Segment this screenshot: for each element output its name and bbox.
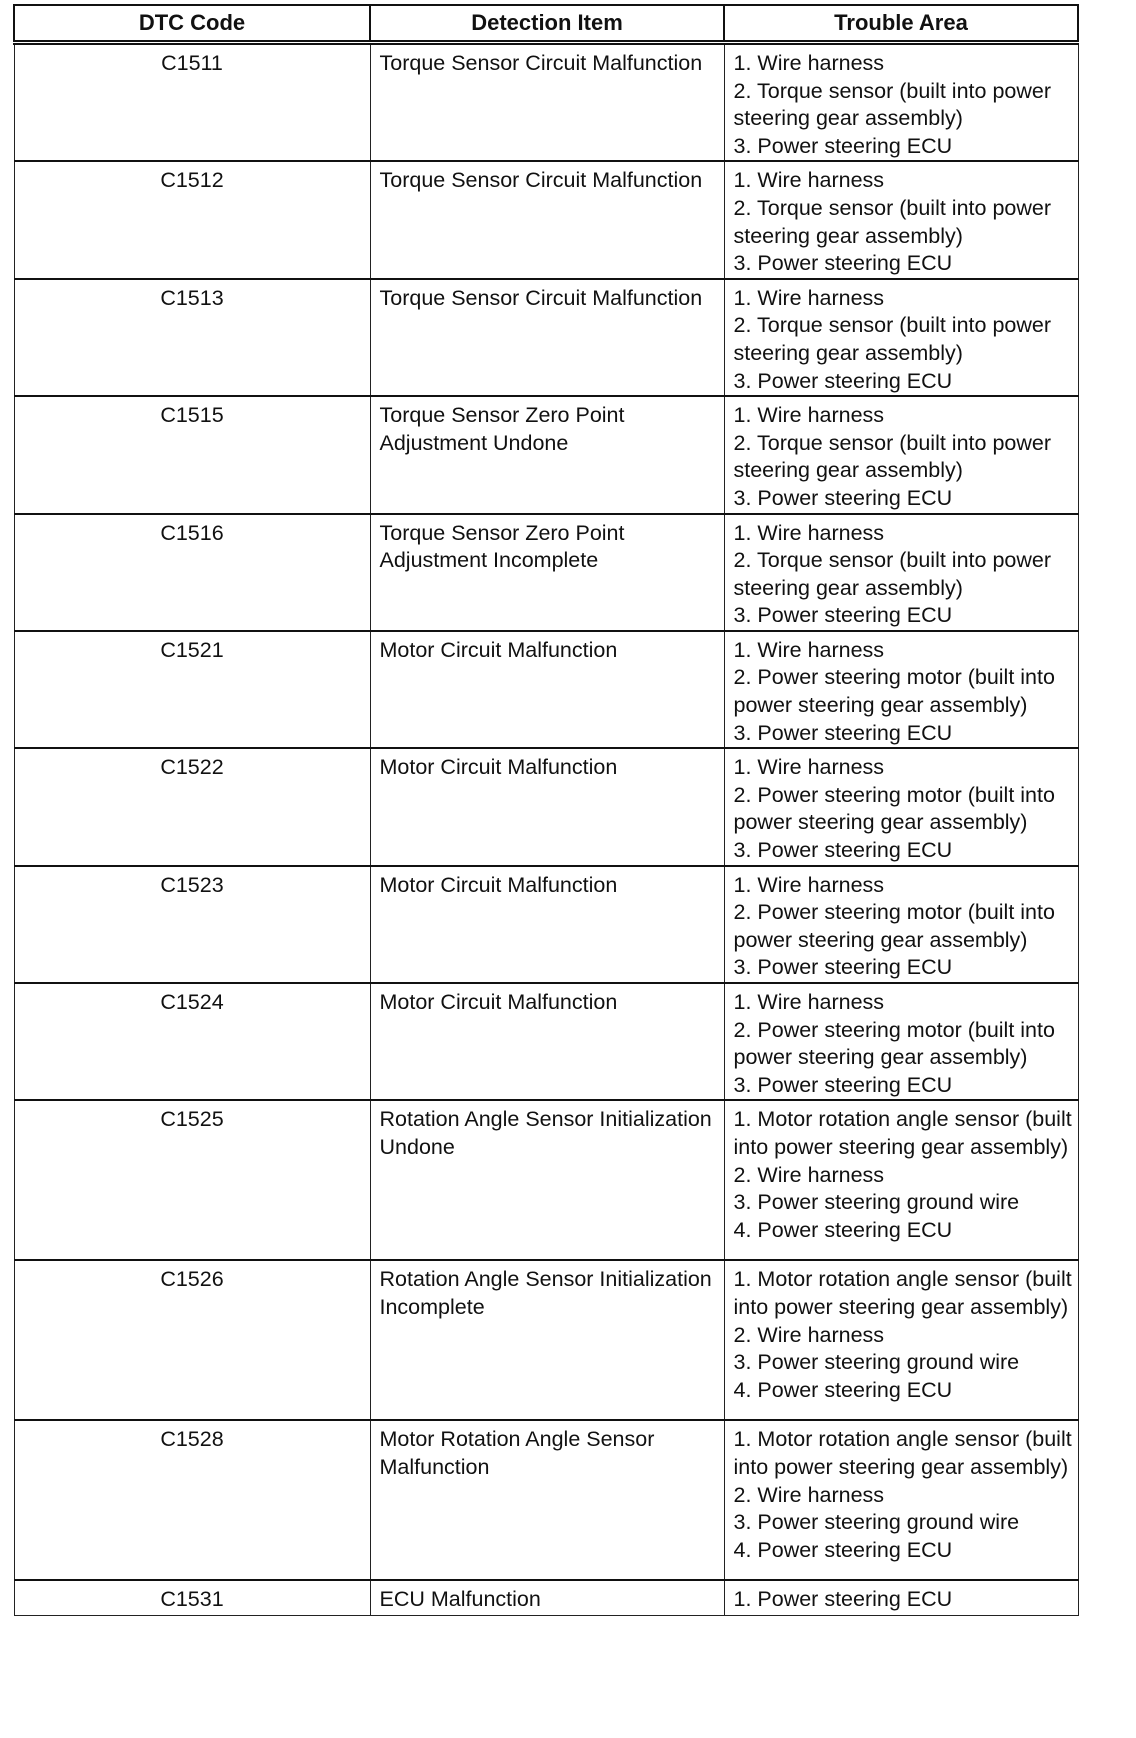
trouble-area-item: 3. Power steering ground wire — [733, 1350, 1020, 1375]
dtc-code-cell: C1528 — [14, 1420, 370, 1580]
trouble-area-item: 3. Power steering ECU — [733, 368, 953, 393]
trouble-area-item: 1. Wire harness — [733, 403, 885, 428]
trouble-area-item: 1. Motor rotation angle sensor (built into power steering gear assembly) — [733, 1427, 1072, 1479]
dtc-code-cell: C1525 — [14, 1100, 370, 1260]
trouble-area-list — [734, 402, 1078, 512]
table-row — [14, 748, 1078, 865]
trouble-area-item: 1. Motor rotation angle sensor (built into power steering gear assembly) — [733, 1107, 1072, 1159]
trouble-area-item: 1. Wire harness — [733, 51, 885, 75]
dtc-code-cell: C1516 — [14, 514, 370, 631]
trouble-area-item: 3. Power steering ECU — [733, 485, 953, 510]
trouble-area-list — [734, 285, 1078, 395]
detection-item-cell: Motor Circuit Malfunction — [370, 866, 724, 983]
trouble-area-item: 3. Power steering ECU — [733, 251, 953, 276]
trouble-area-list — [734, 637, 1078, 747]
trouble-area-cell — [724, 43, 1078, 162]
trouble-area-cell — [724, 866, 1078, 983]
table-row — [14, 983, 1078, 1100]
trouble-area-item: 1. Motor rotation angle sensor (built into power steering gear assembly) — [733, 1267, 1072, 1319]
trouble-area-item: 4. Power steering ECU — [733, 1217, 953, 1242]
trouble-area-item: 1. Wire harness — [733, 755, 885, 780]
trouble-area-cell — [724, 1260, 1078, 1420]
table-row — [14, 43, 1078, 162]
table-row — [14, 866, 1078, 983]
detection-item-cell: Torque Sensor Circuit Malfunction — [370, 279, 724, 396]
table-row — [14, 1580, 1078, 1615]
trouble-area-list — [734, 520, 1078, 630]
dtc-code-cell: C1511 — [14, 43, 370, 162]
trouble-area-item: 2. Power steering motor (built into power steering gear assembly) — [733, 900, 1055, 952]
trouble-area-item: 1. Wire harness — [733, 520, 885, 545]
table-row — [14, 514, 1078, 631]
trouble-area-list — [734, 1266, 1078, 1404]
trouble-area-item: 1. Wire harness — [733, 872, 885, 897]
trouble-area-item: 1. Power steering ECU — [733, 1587, 953, 1612]
dtc-code-cell: C1526 — [14, 1260, 370, 1420]
trouble-area-list — [734, 167, 1078, 277]
trouble-area-list — [734, 1426, 1078, 1564]
trouble-area-cell — [724, 1580, 1078, 1615]
trouble-area-item: 2. Torque sensor (built into power steering gear assembly) — [733, 78, 1052, 131]
dtc-code-cell: C1523 — [14, 866, 370, 983]
dtc-table — [13, 4, 1079, 1616]
trouble-area-item: 2. Wire harness — [733, 1162, 885, 1187]
detection-item-cell: Torque Sensor Zero Point Adjustment Undone — [370, 396, 724, 513]
trouble-area-list — [734, 50, 1078, 160]
trouble-area-item: 2. Torque sensor (built into power steering gear assembly) — [733, 430, 1052, 483]
dtc-code-cell: C1531 — [14, 1580, 370, 1615]
dtc-code-cell: C1515 — [14, 396, 370, 513]
trouble-area-item: 2. Wire harness — [733, 1322, 885, 1347]
trouble-area-item: 2. Wire harness — [733, 1482, 885, 1507]
trouble-area-list — [734, 1586, 1078, 1614]
detection-item-cell: Motor Circuit Malfunction — [370, 631, 724, 748]
trouble-area-item: 2. Power steering motor (built into power steering gear assembly) — [733, 665, 1055, 718]
trouble-area-item: 1. Wire harness — [733, 168, 885, 193]
trouble-area-item: 2. Torque sensor (built into power steering gear assembly) — [733, 548, 1052, 600]
trouble-area-item: 2. Torque sensor (built into power steering gear assembly) — [733, 313, 1052, 365]
detection-item-cell: Torque Sensor Zero Point Adjustment Incomplete — [370, 514, 724, 631]
trouble-area-item: 2. Torque sensor (built into power steering gear assembly) — [733, 195, 1052, 248]
table-row — [14, 1100, 1078, 1260]
trouble-area-cell — [724, 631, 1078, 748]
table-row — [14, 279, 1078, 396]
trouble-area-item: 3. Power steering ground wire — [733, 1510, 1020, 1535]
trouble-area-cell — [724, 161, 1078, 278]
header-detection-item: Detection Item — [370, 5, 724, 43]
dtc-code-cell: C1522 — [14, 748, 370, 865]
trouble-area-list — [734, 872, 1078, 982]
trouble-area-list — [734, 989, 1078, 1099]
header-trouble-area: Trouble Area — [724, 5, 1078, 43]
trouble-area-item: 2. Power steering motor (built into power steering gear assembly) — [733, 1017, 1055, 1070]
trouble-area-item: 3. Power steering ECU — [733, 603, 953, 628]
dtc-code-cell: C1513 — [14, 279, 370, 396]
trouble-area-item: 1. Wire harness — [733, 990, 885, 1014]
trouble-area-item: 3. Power steering ECU — [733, 720, 953, 745]
detection-item-cell: Torque Sensor Circuit Malfunction — [370, 43, 724, 162]
table-row — [14, 1420, 1078, 1580]
dtc-code-cell: C1512 — [14, 161, 370, 278]
header-row — [14, 5, 1078, 43]
trouble-area-cell — [724, 1420, 1078, 1580]
trouble-area-item: 4. Power steering ECU — [733, 1377, 953, 1402]
dtc-code-cell: C1524 — [14, 983, 370, 1100]
trouble-area-item: 3. Power steering ECU — [733, 838, 953, 863]
detection-item-cell: Rotation Angle Sensor Initialization Undone — [370, 1100, 724, 1260]
trouble-area-cell — [724, 396, 1078, 513]
trouble-area-cell — [724, 279, 1078, 396]
trouble-area-cell — [724, 514, 1078, 631]
detection-item-cell: Motor Circuit Malfunction — [370, 748, 724, 865]
trouble-area-cell — [724, 983, 1078, 1100]
header-dtc-code: DTC Code — [14, 5, 370, 43]
trouble-area-item: 1. Wire harness — [733, 637, 885, 662]
table-row — [14, 1260, 1078, 1420]
detection-item-cell: Motor Rotation Angle Sensor Malfunction — [370, 1420, 724, 1580]
detection-item-cell: ECU Malfunction — [370, 1580, 724, 1615]
detection-item-cell: Motor Circuit Malfunction — [370, 983, 724, 1100]
trouble-area-item: 4. Power steering ECU — [733, 1537, 953, 1562]
detection-item-cell: Rotation Angle Sensor Initialization Incomplete — [370, 1260, 724, 1420]
trouble-area-item: 3. Power steering ground wire — [733, 1190, 1020, 1215]
trouble-area-item: 3. Power steering ECU — [733, 1072, 953, 1097]
table-body — [14, 43, 1078, 1616]
table-row — [14, 161, 1078, 278]
dtc-code-cell: C1521 — [14, 631, 370, 748]
trouble-area-item: 2. Power steering motor (built into power steering gear assembly) — [733, 782, 1055, 835]
detection-item-cell: Torque Sensor Circuit Malfunction — [370, 161, 724, 278]
table-row — [14, 631, 1078, 748]
trouble-area-cell — [724, 1100, 1078, 1260]
trouble-area-item: 1. Wire harness — [733, 285, 885, 310]
trouble-area-list — [734, 754, 1078, 864]
table-row — [14, 396, 1078, 513]
trouble-area-item: 3. Power steering ECU — [733, 133, 953, 158]
trouble-area-item: 3. Power steering ECU — [733, 955, 953, 980]
trouble-area-cell — [724, 748, 1078, 865]
trouble-area-list — [734, 1106, 1078, 1244]
